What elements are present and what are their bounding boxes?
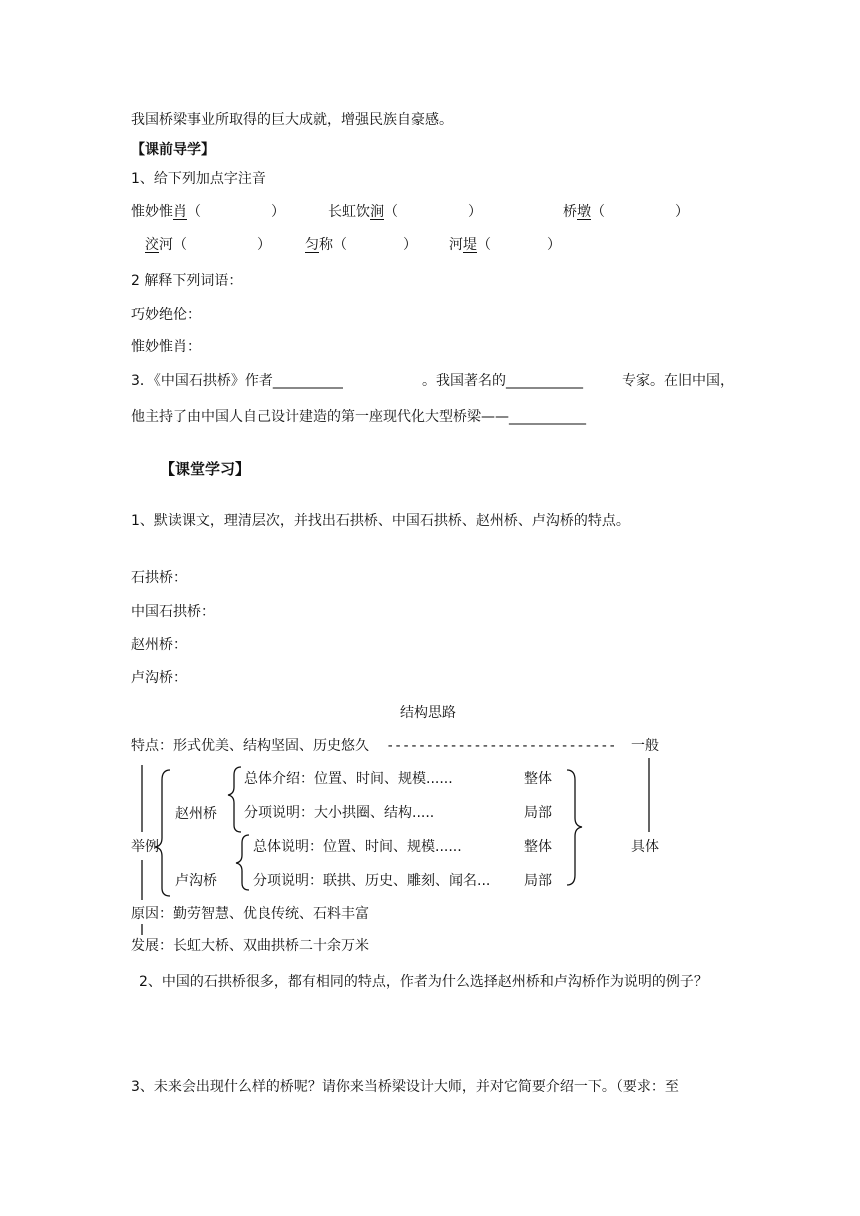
vocab-item: 巧妙绝伦：: [131, 307, 201, 323]
bridge-item: 赵州桥：: [131, 637, 187, 653]
diagram-part-1: 局部: [524, 805, 552, 821]
diagram-whole-1: 整体: [524, 771, 552, 787]
classroom-heading: 【课堂学习】: [160, 460, 251, 478]
pinyin-item: 桥墩（ ）: [563, 204, 689, 220]
diagram-title: 结构思路: [400, 705, 456, 721]
diagram-example: 举例: [131, 839, 159, 855]
preview-question-3-c: 专家。在旧中国，: [622, 373, 734, 389]
diagram-reason: 原因：勤劳智慧、优良传统、石料丰富: [131, 906, 369, 922]
classroom-question-3: 3、未来会出现什么样的桥呢？请你来当桥梁设计大师，并对它简要介绍一下。（要求：至: [131, 1079, 679, 1095]
intro-line: 我国桥梁事业所取得的巨大成就，增强民族自豪感。: [131, 112, 453, 128]
pinyin-item: 长虹饮涧（ ）: [328, 204, 482, 220]
diagram-feature: 特点：形式优美、结构坚固、历史悠久: [131, 738, 369, 754]
preview-question-3-a: 3．《中国石拱桥》作者__________: [131, 373, 343, 389]
diagram-part-2: 局部: [524, 873, 552, 889]
pinyin-item: 洨河（ ）: [145, 237, 271, 253]
bridge-item: 中国石拱桥：: [131, 604, 215, 620]
preview-question-3-b: 。我国著名的___________: [422, 373, 583, 389]
diagram-zhaozhou-row2: 分项说明：大小拱圈、结构.....: [244, 805, 435, 821]
brace-lugou: [236, 835, 249, 890]
classroom-question-2: 2、中国的石拱桥很多，都有相同的特点，作者为什么选择赵州桥和卢沟桥作为说明的例子？: [139, 974, 708, 990]
preview-heading: 【课前导学】: [131, 142, 215, 158]
classroom-question-1: 1、默读课文，理清层次，并找出石拱桥、中国石拱桥、赵州桥、卢沟桥的特点。: [131, 513, 630, 529]
diagram-lugou-row1: 总体说明：位置、时间、规模......: [253, 839, 462, 855]
diagram-general: 一般: [631, 738, 659, 754]
diagram-lugou-row2: 分项说明：联拱、历史、雕刻、闻名...: [253, 873, 491, 889]
brace-zhaozhou: [228, 767, 241, 832]
preview-question-3-line2: 他主持了由中国人自己设计建造的第一座现代化大型桥梁——___________: [131, 409, 586, 425]
bridge-item: 卢沟桥：: [131, 670, 187, 686]
diagram-development: 发展：长虹大桥、双曲拱桥二十余万米: [131, 938, 369, 954]
diagram-specific: 具体: [631, 839, 659, 855]
vocab-item: 惟妙惟肖：: [131, 339, 201, 355]
diagram-zhaozhou: 赵州桥: [175, 806, 217, 822]
pinyin-item: 惟妙惟肖（ ）: [131, 204, 285, 220]
pinyin-item: 河堤（ ）: [449, 237, 561, 253]
brace-left: [155, 770, 170, 896]
preview-question-2: 2 解释下列词语：: [131, 273, 243, 289]
pinyin-item: 匀称（ ）: [305, 237, 417, 253]
diagram-whole-2: 整体: [524, 839, 552, 855]
diagram-lugou: 卢沟桥: [175, 873, 217, 889]
diagram-zhaozhou-row1: 总体介绍：位置、时间、规模......: [244, 771, 453, 787]
preview-question-1: 1、给下列加点字注音: [131, 171, 266, 187]
brace-right: [567, 770, 582, 885]
diagram-dashes: -----------------------------: [386, 738, 616, 754]
bridge-item: 石拱桥：: [131, 570, 187, 586]
